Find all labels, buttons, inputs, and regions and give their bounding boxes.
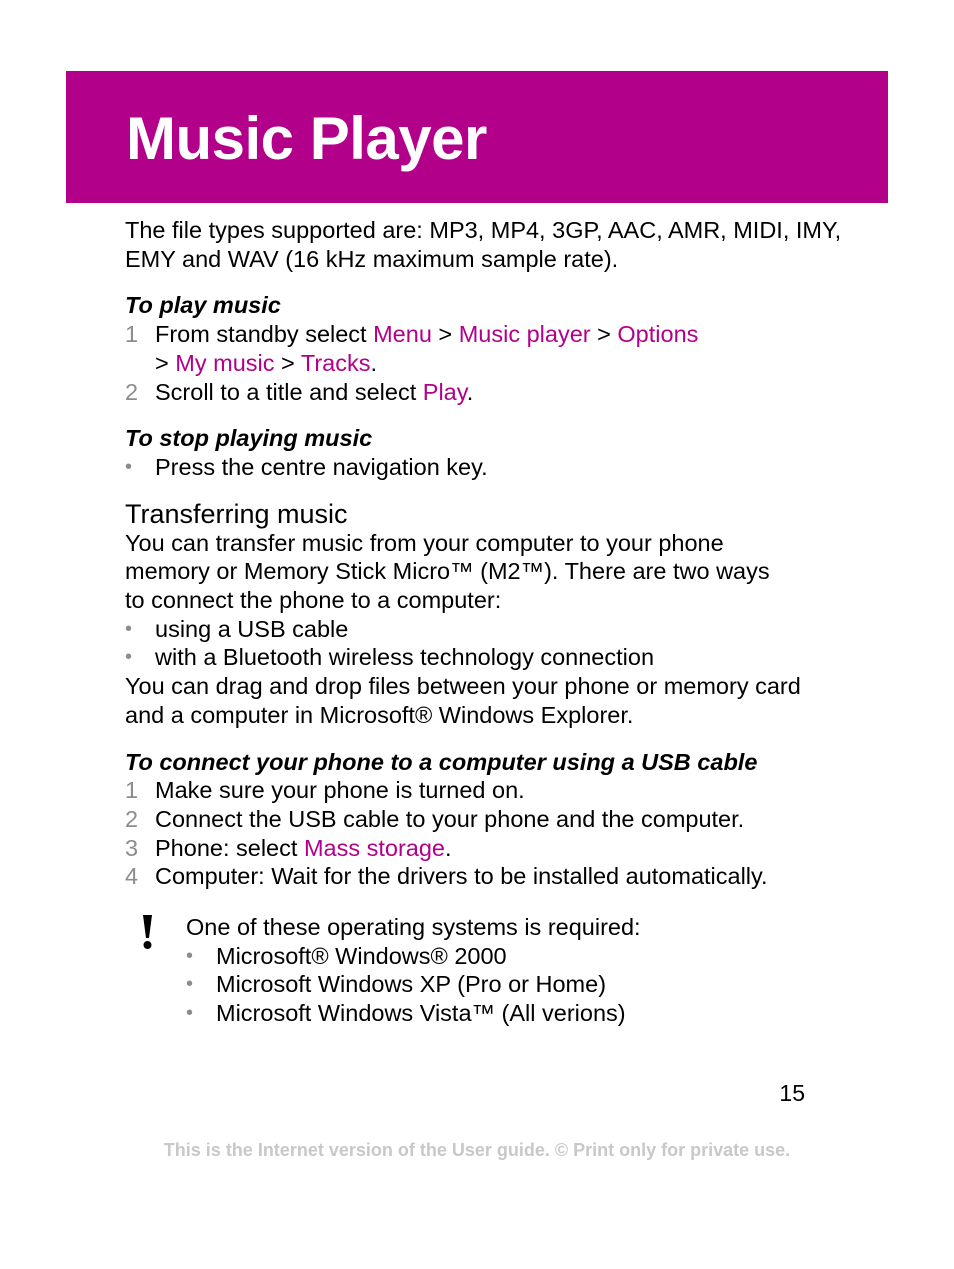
step-row	[125, 805, 845, 834]
bullet-text: Microsoft Windows Vista™ (All verions)	[216, 1000, 626, 1027]
play-link[interactable]: Play	[422, 378, 467, 405]
bullet-text: with a Bluetooth wireless technology connection	[155, 644, 655, 671]
step-row	[125, 378, 845, 407]
note-text: One of these operating systems is required:	[186, 914, 641, 940]
step-number: 1	[125, 777, 139, 804]
music-player-link[interactable]: Music player	[458, 321, 591, 348]
intro-paragraph: The file types supported are: MP3, MP4, 3GP, AAC, AMR, MIDI, IMY, EMY and WAV (16 kHz maximum sample rate).	[125, 217, 842, 272]
step-text: Connect the USB cable to your phone and the computer.	[155, 805, 745, 832]
bullet-row	[186, 970, 845, 999]
bullet-icon: •	[125, 646, 133, 669]
my-music-link[interactable]: My music	[175, 349, 275, 376]
bullet-icon: •	[125, 617, 133, 640]
transferring-heading: Transferring music	[125, 498, 348, 529]
step-number: 3	[125, 834, 139, 861]
step-text: Scroll to a title and select Play.	[155, 378, 474, 405]
bullet-row	[125, 615, 845, 644]
step-text: Phone: select Mass storage.	[155, 834, 452, 861]
play-music-title: To play music	[125, 292, 281, 319]
options-link[interactable]: Options	[617, 321, 699, 348]
main-content	[125, 216, 845, 891]
step-row	[125, 834, 845, 863]
usb-title: To connect your phone to a computer using a USB cable	[125, 748, 758, 775]
bullet-row	[186, 942, 845, 971]
step-row	[125, 776, 845, 805]
drag-drop-paragraph: You can drag and drop files between your phone or memory card and a computer in Microsoft® Windows Explorer.	[125, 673, 801, 728]
bullet-row	[125, 643, 845, 672]
bullet-icon: •	[186, 973, 194, 996]
mass-storage-link[interactable]: Mass storage	[303, 834, 445, 861]
bullet-text: using a USB cable	[155, 615, 349, 642]
bullet-text: Microsoft Windows XP (Pro or Home)	[216, 971, 607, 998]
step-number: 2	[125, 805, 139, 832]
bullet-row	[186, 999, 845, 1028]
bullet-icon: •	[125, 455, 133, 478]
bullet-text: Press the centre navigation key.	[155, 453, 488, 480]
note-box	[125, 913, 845, 1028]
step-text: Computer: Wait for the drivers to be installed automatically.	[155, 863, 768, 890]
step-text: Make sure your phone is turned on.	[155, 777, 525, 804]
stop-music-title: To stop playing music	[125, 425, 373, 452]
menu-link[interactable]: Menu	[373, 321, 432, 348]
bullet-text: Microsoft® Windows® 2000	[216, 942, 507, 969]
bullet-icon: •	[186, 1002, 194, 1025]
page-title: Music Player	[126, 105, 487, 172]
step-number: 2	[125, 378, 139, 405]
transferring-paragraph: You can transfer music from your computer to your phone memory or Memory Stick Micro™ (M2™). There are two ways to connect the phone to a computer:	[125, 529, 770, 614]
step-row	[125, 320, 845, 377]
page-number: 15	[779, 1080, 805, 1106]
tracks-link[interactable]: Tracks	[300, 349, 371, 376]
bullet-row	[125, 453, 845, 482]
step-number: 4	[125, 863, 139, 890]
title-banner	[66, 71, 888, 203]
footer-notice: This is the Internet version of the User guide. © Print only for private use.	[163, 1140, 791, 1160]
step-text: From standby select Menu > Music player > Options > My music > Tracks.	[155, 321, 699, 376]
step-number: 1	[125, 321, 139, 348]
exclamation-icon	[137, 913, 157, 953]
step-row	[125, 862, 845, 891]
bullet-icon: •	[186, 944, 194, 967]
